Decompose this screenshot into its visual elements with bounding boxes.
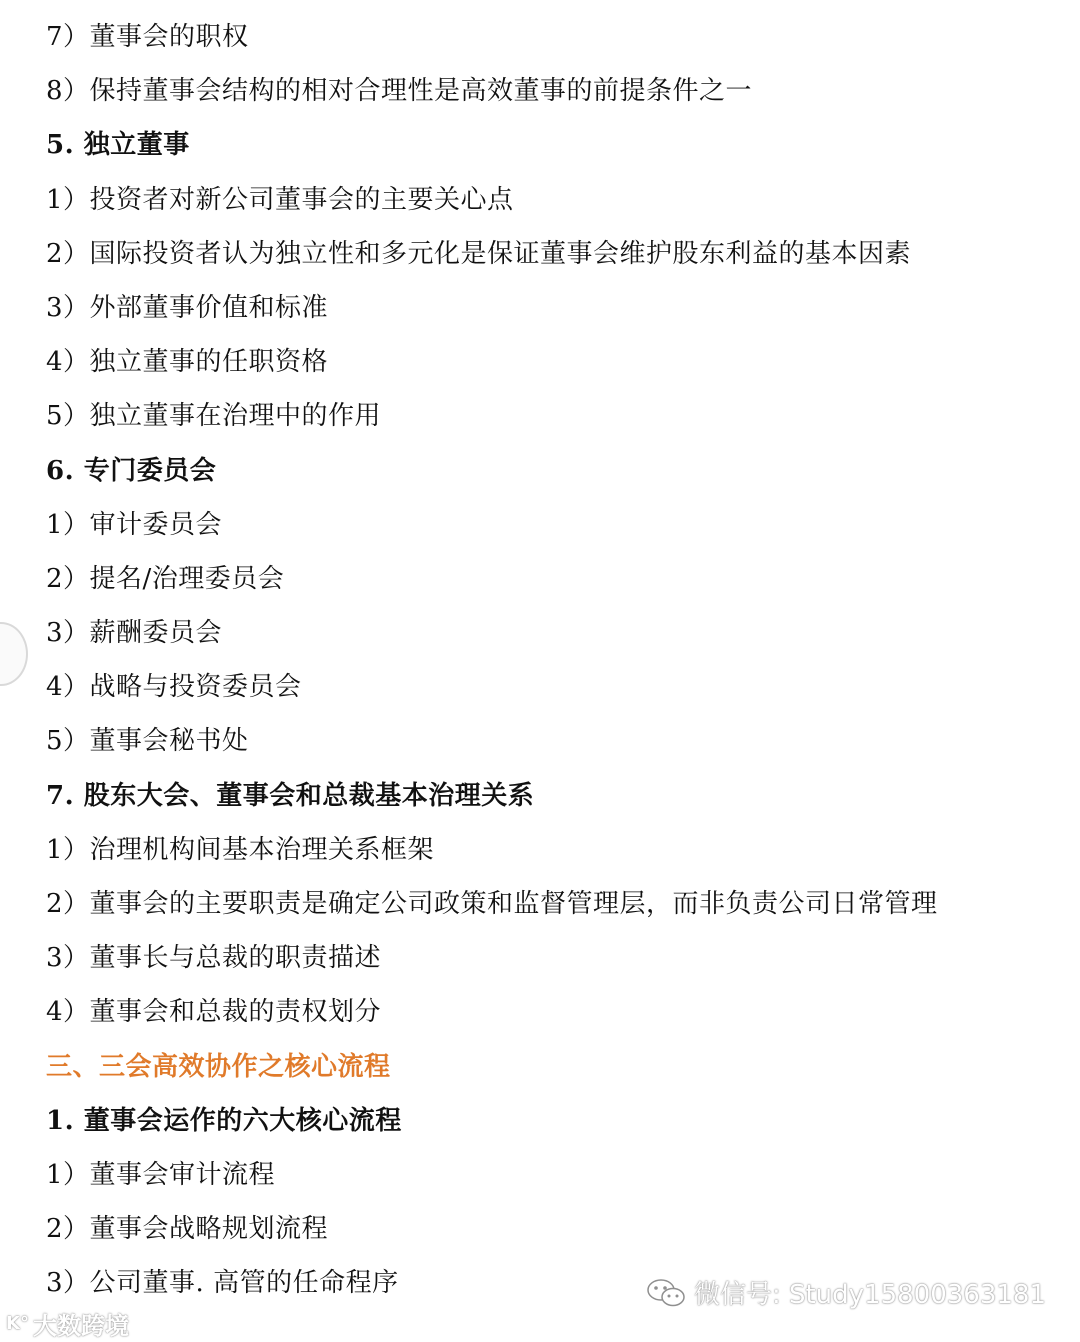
subsection-heading: 5. 独立董事 — [46, 130, 190, 161]
side-scroll-handle[interactable] — [0, 622, 28, 686]
subsection-heading: 7. 股东大会、董事会和总裁基本治理关系 — [46, 780, 535, 811]
list-item: 1）审计委员会 — [46, 509, 223, 540]
list-item: 2）国际投资者认为独立性和多元化是保证董事会维护股东利益的基本因素 — [46, 238, 912, 269]
list-item: 2）董事会战略规划流程 — [46, 1214, 329, 1245]
list-item: 1）董事会审计流程 — [46, 1159, 276, 1190]
list-item: 7）董事会的职权 — [46, 22, 249, 52]
list-item: 3）董事长与总裁的职责描述 — [46, 943, 382, 974]
list-item: 2）董事会的主要职责是确定公司政策和监督管理层，而非负责公司日常管理 — [46, 889, 938, 919]
watermark-logo: K° — [6, 1313, 29, 1334]
list-item: 4）战略与投资委员会 — [46, 672, 302, 703]
wechat-icon — [646, 1277, 686, 1309]
list-item: 1）投资者对新公司董事会的主要关心点 — [46, 184, 514, 215]
list-item: 2）提名/治理委员会 — [46, 563, 285, 594]
list-item: 8）保持董事会结构的相对合理性是高效董事的前提条件之一 — [46, 76, 753, 107]
section-heading: 三、三会高效协作之核心流程 — [46, 1051, 391, 1082]
watermark-left — [6, 1306, 129, 1341]
list-item: 3）薪酬委员会 — [46, 618, 223, 649]
list-item: 3）外部董事价值和标准 — [46, 292, 329, 323]
watermark-right — [646, 1274, 1046, 1311]
subsection-heading: 6. 专门委员会 — [46, 455, 217, 486]
watermark-left-text: 大数跨境 — [32, 1312, 129, 1340]
watermark-right-text: 微信号: Study15800363181 — [693, 1280, 1046, 1310]
document-body — [46, 10, 1056, 1311]
list-item: 3）公司董事. 高管的任命程序 — [46, 1268, 399, 1299]
list-item: 4）董事会和总裁的责权划分 — [46, 997, 382, 1028]
list-item: 5）独立董事在治理中的作用 — [46, 401, 382, 432]
list-item: 4）独立董事的任职资格 — [46, 347, 329, 378]
list-item: 1）治理机构间基本治理关系框架 — [46, 834, 435, 865]
subsection-heading: 1. 董事会运作的六大核心流程 — [46, 1105, 402, 1136]
list-item: 5）董事会秘书处 — [46, 726, 249, 757]
